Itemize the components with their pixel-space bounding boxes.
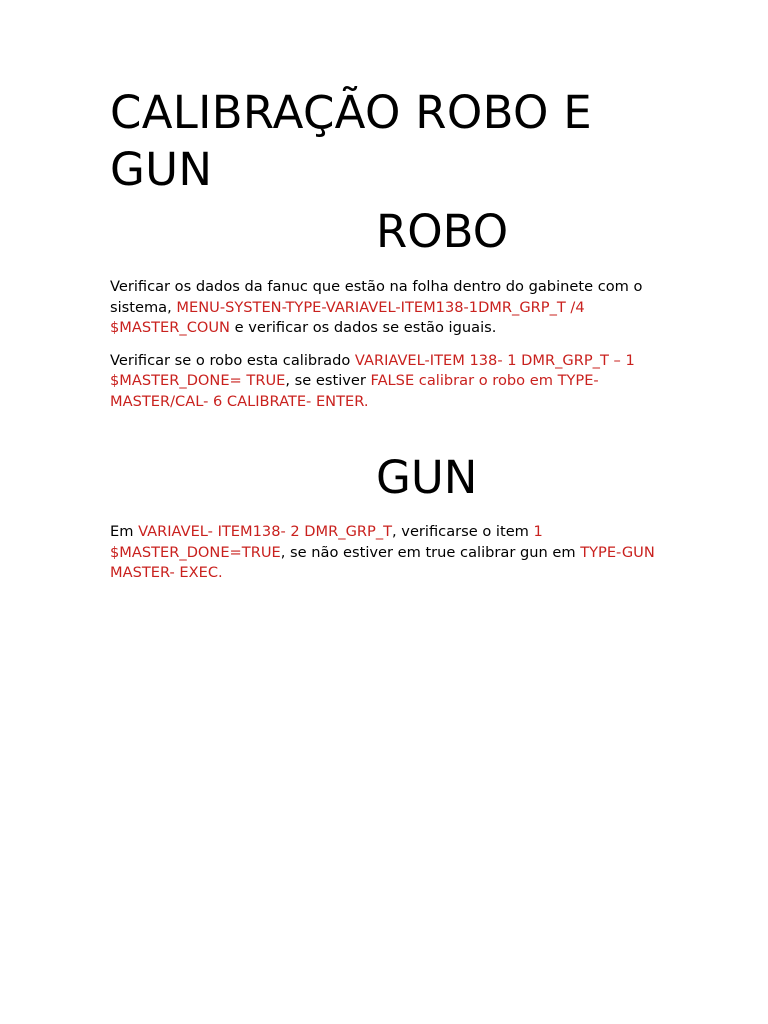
text-run: Verificar os dados da fanuc que estão na folha dentro do gabinete com o sistema, (110, 278, 643, 316)
highlighted-command: TYPE-GUN MASTER- EXEC. (110, 543, 655, 581)
text-run: , verificarse o item (392, 523, 534, 540)
highlighted-command: MENU-SYSTEN-TYPE-VARIAVEL-ITEM138-1DMR_GRP_T /4 $MASTER_COUN (110, 298, 585, 336)
text-run: , se estiver (285, 372, 371, 389)
gun-paragraph-1 (110, 522, 662, 584)
highlighted-command: 1 $MASTER_DONE=TRUE (110, 523, 543, 561)
robo-paragraph-2 (110, 351, 662, 413)
text-run: , se não estiver em true calibrar gun em (280, 543, 581, 561)
text-run: Em (110, 523, 139, 540)
section-heading-gun: GUN (376, 451, 478, 504)
robo-paragraph-1 (110, 277, 662, 339)
section-heading-robo: ROBO (376, 205, 509, 258)
highlighted-command: VARIAVEL-ITEM 138- 1 DMR_GRP_T – 1 $MASTER_DONE= TRUE (110, 351, 635, 389)
text-run: e verificar os dados se estão iguais. (229, 319, 497, 336)
document-page (110, 84, 662, 596)
document-title: CALIBRAÇÃO ROBO E GUN (110, 86, 593, 196)
highlighted-command: VARIAVEL- ITEM138- 2 DMR_GRP_T (138, 523, 393, 540)
highlighted-command: FALSE calibrar o robo em TYPE-MASTER/CAL- 6 CALIBRATE- ENTER. (110, 372, 599, 410)
text-run: Verificar se o robo esta calibrado (110, 351, 355, 369)
